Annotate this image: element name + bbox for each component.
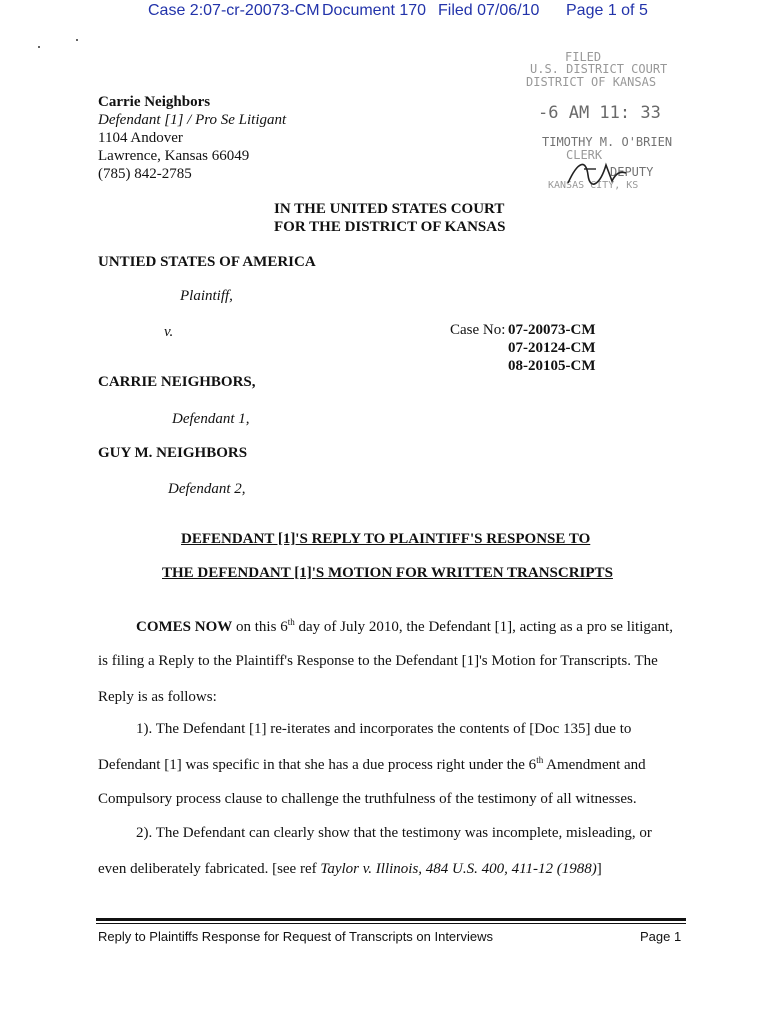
document-title-line1: DEFENDANT [1]'S REPLY TO PLAINTIFF'S RESPONSE TO (181, 531, 591, 547)
stamp-city: KANSAS CITY, KS (548, 180, 639, 191)
stamp-district: DISTRICT OF KANSAS (526, 75, 657, 89)
body-text: day of July 2010, the Defendant [1], acting as a pro se litigant, (294, 619, 673, 635)
stamp-deputy: DEPUTY (610, 165, 654, 179)
document-title-line2: THE DEFENDANT [1]'S MOTION FOR WRITTEN TRANSCRIPTS (162, 565, 613, 581)
filer-role: Defendant [1] / Pro Se Litigant (98, 112, 287, 128)
body-text: Amendment and (543, 757, 646, 773)
plaintiff-label: Plaintiff, (180, 288, 233, 304)
ordinal-suffix: th (536, 755, 544, 765)
ecf-case-number: Case 2:07-cr-20073-CM (148, 2, 320, 19)
court-heading-line1: IN THE UNITED STATES COURT (274, 201, 505, 217)
clerk-signature (560, 155, 630, 191)
defendant1-label: Defendant 1, (172, 411, 250, 427)
scan-speck (76, 39, 78, 41)
case-citation: Taylor v. Illinois, 484 U.S. 400, 411-12 (1988) (320, 861, 597, 877)
filer-name: Carrie Neighbors (98, 94, 211, 110)
stamp-clerk-title: CLERK (566, 148, 603, 162)
body-paragraph-1-line3: Reply is as follows: (98, 689, 217, 705)
case-number-3: 08-20105-CM (508, 358, 596, 374)
body-paragraph-1-line2: is filing a Reply to the Plaintiff's Response to the Defendant [1]'s Motion for Transcripts. The (98, 653, 658, 669)
case-number-2: 07-20124-CM (508, 340, 596, 356)
ordinal-suffix: th (287, 617, 295, 627)
stamp-filed: FILED (565, 50, 602, 64)
body-paragraph-3-line2 (98, 861, 602, 878)
body-paragraph-1-line1 (136, 617, 673, 636)
footer-page-number: Page 1 (640, 929, 682, 944)
stamp-court: U.S. DISTRICT COURT (530, 62, 668, 76)
plaintiff-name: UNTIED STATES OF AMERICA (98, 254, 316, 270)
body-text: ] (596, 861, 602, 877)
stamp-date: -6 AM 11: 33 (538, 103, 661, 123)
ecf-document-number: Document 170 (322, 2, 427, 19)
filer-address-street: 1104 Andover (98, 130, 183, 146)
body-paragraph-2-line2 (98, 755, 646, 774)
filer-address-city: Lawrence, Kansas 66049 (98, 148, 250, 164)
ecf-filed-date: Filed 07/06/10 (438, 2, 540, 19)
body-text: Defendant [1] was specific in that she has a due process right under the 6 (98, 757, 537, 773)
filer-phone: (785) 842-2785 (98, 166, 192, 182)
body-paragraph-3-line1: 2). The Defendant can clearly show that the testimony was incomplete, misleading, or (136, 825, 652, 841)
scan-speck (38, 46, 40, 48)
comes-now-lead: COMES NOW (136, 619, 233, 635)
footer-rule-thick (96, 918, 686, 921)
defendant2-label: Defendant 2, (168, 481, 246, 497)
defendant2-name: GUY M. NEIGHBORS (98, 445, 248, 461)
body-paragraph-2-line1: 1). The Defendant [1] re-iterates and incorporates the contents of [Doc 135] due to (136, 721, 632, 737)
footer-title: Reply to Plaintiffs Response for Request of Transcripts on Interviews (98, 929, 494, 944)
stamp-clerk: TIMOTHY M. O'BRIEN (542, 135, 673, 149)
footer-rule-thin (96, 923, 686, 924)
body-text: on this 6 (232, 619, 288, 635)
body-paragraph-2-line3: Compulsory process clause to challenge the truthfulness of the testimony of all witnesses. (98, 791, 637, 807)
case-number-label: Case No: (450, 322, 506, 338)
ecf-page-count: Page 1 of 5 (566, 2, 648, 19)
defendant1-name: CARRIE NEIGHBORS, (98, 374, 256, 390)
versus: v. (164, 324, 174, 340)
court-heading-line2: FOR THE DISTRICT OF KANSAS (274, 219, 506, 235)
body-text: even deliberately fabricated. [see ref (98, 861, 321, 877)
case-number-1: 07-20073-CM (508, 322, 596, 338)
